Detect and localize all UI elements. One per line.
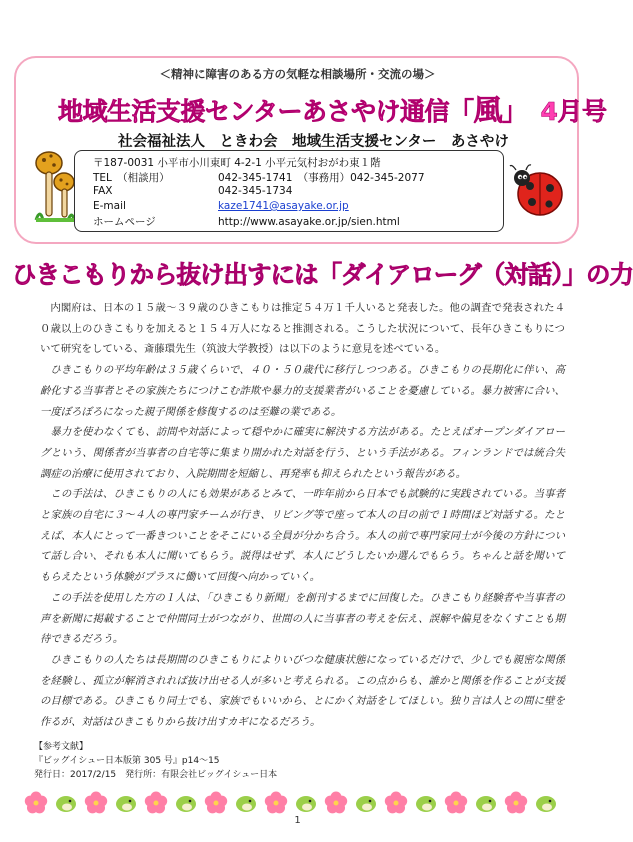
title-main: 地域生活支援センターあさやけ通信「 [58, 97, 474, 126]
bush-warbler-icon [356, 796, 376, 812]
homepage-link[interactable]: http://www.asayake.or.jp/sien.html [218, 216, 400, 228]
address: 〒187-0031 小平市小川東町 4-2-1 小平元気村おがわ東１階 [93, 157, 381, 169]
references-published: 発行日：2017/2/15 発行所：有限会社ビッグイシュー日本 [34, 770, 278, 780]
plum-flower-icon [145, 792, 167, 814]
fax-label: FAX [93, 185, 113, 197]
bush-warbler-icon [536, 796, 556, 812]
paragraph-4: この手法は、ひきこもりの人にも効果があるとみて、一昨年前から日本でも試験的に実践されている。当事者と家族の自宅に３～４人の専門家チームが行き、リビング等で座って本人の目の前で１時間ほど対話する。たとえば、本人にとって一番きついことをそこにいる全員が分かち合う。本人の前で専門家同士が今後の方針について話し合い、それも本人に聞いてもらう。説得はせず、本人にどうしたいか選んでもらう。ちゃんと話を聞いてもらえたという体験がプラスに働いて回復へ向かっていく。 [40, 488, 565, 584]
newsletter-title [58, 88, 607, 129]
plum-flower-icon [385, 792, 407, 814]
references-source: 『ビッグイシュー日本版第 305 号』p14～15 [34, 756, 220, 766]
paragraph-2: ひきこもりの平均年齢は３５歳くらいで、４０・５０歳代に移行しつつある。ひきこもりの長期化に伴い、高齢化する当事者とその家族たちにつけこむ詐欺や暴力的支援業者がいることを憂慮している。暴力被害に合い、一度ぼろぼろになった親子関係を修復するのは至難の業である。 [40, 364, 565, 418]
plum-flower-icon [25, 792, 47, 814]
page-number: 1 [294, 815, 301, 826]
mushroom-icon [34, 146, 76, 224]
plum-flower-icon [85, 792, 107, 814]
tel-row [93, 170, 425, 185]
plum-flower-icon [325, 792, 347, 814]
bush-warbler-icon [476, 796, 496, 812]
contact-info-box [74, 150, 504, 232]
tel-value: 042-345-1741 （事務用）042-345-2077 [218, 172, 425, 184]
plum-flower-icon [505, 792, 527, 814]
bush-warbler-icon [176, 796, 196, 812]
organization-name: 社会福祉法人 ときわ会 地域生活支援センター あさやけ [118, 134, 509, 150]
title-close: 」 [502, 97, 527, 126]
tagline: ＜精神に障害のある方の気軽な相談場所・交流の場＞ [159, 67, 436, 81]
ladybug-icon [510, 164, 568, 220]
bush-warbler-icon [416, 796, 436, 812]
references-heading: 【参考文献】 [34, 742, 89, 752]
bush-warbler-icon [296, 796, 316, 812]
email-link[interactable]: kaze1741@asayake.or.jp [218, 200, 349, 212]
article-body [40, 298, 565, 733]
email-label: E-mail [93, 200, 126, 212]
references [34, 740, 277, 782]
plum-flower-icon [265, 792, 287, 814]
tel-label: TEL （相談用） [93, 172, 170, 184]
article-headline: ひきこもりから抜け出すには「ダイアローグ（対話）」の力 [12, 260, 633, 289]
paragraph-6: ひきこもりの人たちは長期間のひきこもりによりいびつな健康状態になっているだけで、少しでも親密な関係を経験し、孤立が解消されれば抜け出せる人が多いと考えられる。この点からも、誰かと関係を作ることが支援の目標である。ひきこもり同士でも、家族でもいいから、とにかく対話をしてほしい。独り言は人との間に壁を作るが、対話はひきこもりから抜け出すカギになるだろう。 [40, 653, 565, 729]
email-row [93, 200, 349, 212]
title-month: 4月号 [540, 97, 607, 126]
bush-warbler-icon [56, 796, 76, 812]
bush-warbler-icon [236, 796, 256, 812]
plum-flower-icon [205, 792, 227, 814]
paragraph-5: この手法を使用した方の１人は、「ひきこもり新聞」を創刊するまでに回復した。ひきこもり経験者や当事者の声を新聞に掲載することで仲間同士がつながり、世間の人に当事者の考えを伝え、誤解や偏見をなくすことも期待できるだろう。 [40, 591, 565, 646]
bush-warbler-icon [116, 796, 136, 812]
plum-flower-icon [445, 792, 467, 814]
paragraph-3: 暴力を使わなくても、訪問や対話によって穏やかに確実に解決する方法がある。たとえばオープンダイアローグという、関係者が当事者の自宅等に集まり開かれた対話を行う、という手法がある。フィンランドでは統合失調症の治療に使用されており、入院期間を短縮し、再発率も抑えられたという報告がある。 [40, 426, 565, 480]
fax-value: 042-345-1734 [218, 185, 293, 197]
title-kaze: 風 [473, 93, 503, 127]
homepage-row [93, 214, 400, 229]
paragraph-1: 内閣府は、日本の１５歳～３９歳のひきこもりは推定５４万１千人いると発表した。他の調査で発表された４０歳以上のひきこもりを加えると１５４万人になると推測される。こうした状況について、長年ひきこもりについて研究をしている、斎藤環先生（筑波大学教授）は以下のように意見を述べている。 [40, 302, 565, 356]
fax-row [93, 185, 292, 197]
homepage-label: ホームページ [93, 216, 156, 228]
